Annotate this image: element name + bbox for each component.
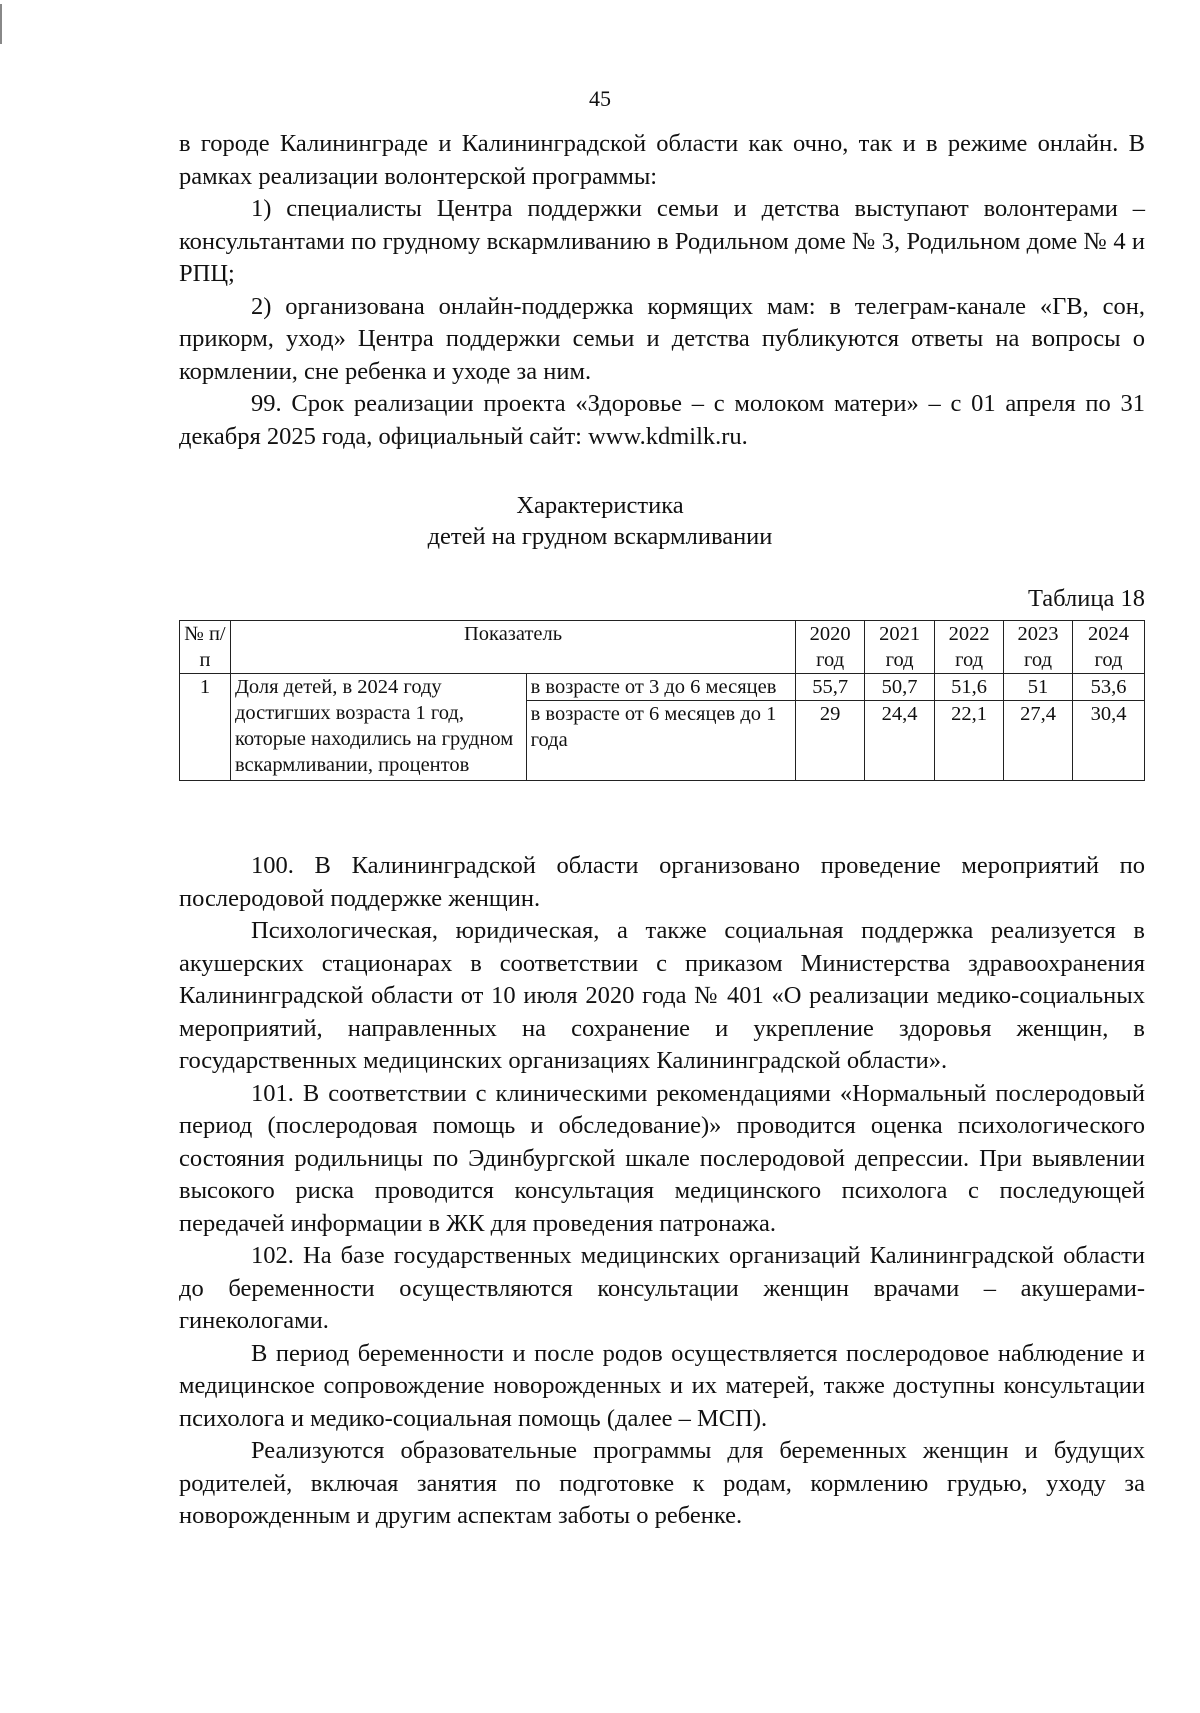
paragraph-programs: Реализуются образовательные программы для беременных женщин и будущих родителей, включая занятия по подготовке к родам, кормлению грудью, уходу за новорожденным и другим аспектам заботы о ребенке. xyxy=(179,1437,1145,1529)
data-table xyxy=(179,620,1145,781)
table-cell: 27,4 xyxy=(1004,701,1073,781)
table-cell: 51 xyxy=(1004,674,1073,701)
paragraph-pregnancy: В период беременности и после родов осуществляется послеродовое наблюдение и медицинское сопровождение новорожденных и их матерей, также доступны консультации психолога и медико-социальная помощь (далее – МСП). xyxy=(179,1339,1145,1432)
paragraph-item-2: 2) организована онлайн-поддержка кормящих мам: в телеграм-канале «ГВ, сон, прикорм, уход» Центра поддержки семьи и детства публикуются ответы на вопросы о кормлении, сне ребенка и уходе за ним. xyxy=(179,292,1145,385)
bottom-text-block xyxy=(179,850,1145,1533)
top-text-block xyxy=(179,128,1145,453)
indicator-cell: Доля детей, в 2024 году достигших возраста 1 год, которые находились на грудном вскармливании, процентов xyxy=(230,674,526,781)
table-header-row xyxy=(180,621,1145,674)
subrow-label: в возрасте от 3 до 6 месяцев xyxy=(526,674,796,701)
header-year: 2020 год xyxy=(796,621,865,674)
scan-edge-mark xyxy=(0,4,6,44)
header-year: 2021 год xyxy=(865,621,935,674)
subrow-label: в возрасте от 6 месяцев до 1 года xyxy=(526,701,796,781)
header-indicator: Показатель xyxy=(230,621,795,674)
table-cell: 30,4 xyxy=(1073,701,1145,781)
page-number: 45 xyxy=(589,86,611,111)
header-year: 2023 год xyxy=(1004,621,1073,674)
table-cell: 51,6 xyxy=(935,674,1004,701)
table-cell: 24,4 xyxy=(865,701,935,781)
table-label: Таблица 18 xyxy=(1027,585,1145,612)
table-cell: 55,7 xyxy=(796,674,865,701)
paragraph-support: Психологическая, юридическая, а также социальная поддержка реализуется в акушерских стационарах в соответствии с приказом Министерства здравоохранения Калининградской области от 10 июля 2020 года № 401 «О реализации медико-социальных мероприятий, направленных на сохранение и укрепление здоровья женщин, в государственных медицинских организациях Калининградской области». xyxy=(179,917,1145,1074)
table-cell: 50,7 xyxy=(865,674,935,701)
header-year: 2024 год xyxy=(1073,621,1145,674)
paragraph-continuation: в городе Калининграде и Калининградской области как очно, так и в режиме онлайн. В рамках реализации волонтерской программы: xyxy=(179,130,1145,190)
paragraph-99: 99. Срок реализации проекта «Здоровье – с молоком матери» – с 01 апреля по 31 декабря 2025 года, официальный сайт: www.kdmilk.ru. xyxy=(179,390,1145,450)
row-number: 1 xyxy=(180,674,231,781)
table-title xyxy=(0,490,1200,552)
paragraph-101: 101. В соответствии с клиническими рекомендациями «Нормальный послеродовый период (послеродовая помощь и обследование)» проводится оценка психологического состояния родильницы по Эдинбургской шкале послеродовой депрессии. При выявлении высокого риска проводится консультация медицинского психолога с последующей передачей информации в ЖК для проведения патронажа. xyxy=(179,1079,1145,1237)
header-year: 2022 год xyxy=(935,621,1004,674)
table-row xyxy=(180,674,1145,701)
header-num: № п/п xyxy=(180,621,231,674)
paragraph-item-1: 1) специалисты Центра поддержки семьи и детства выступают волонтерами – консультантами по грудному вскармливанию в Родильном доме № 3, Родильном доме № 4 и РПЦ; xyxy=(179,195,1145,287)
table-cell: 53,6 xyxy=(1073,674,1145,701)
paragraph-102: 102. На базе государственных медицинских организаций Калининградской области до беременности осуществляются консультации женщин врачами – акушерами-гинекологами. xyxy=(179,1242,1145,1334)
table-cell: 22,1 xyxy=(935,701,1004,781)
table-title-line-1: Характеристика xyxy=(516,492,684,519)
table-cell: 29 xyxy=(796,701,865,781)
paragraph-100: 100. В Калининградской области организовано проведение мероприятий по послеродовой поддержке женщин. xyxy=(179,852,1145,912)
table-title-line-2: детей на грудном вскармливании xyxy=(427,523,773,550)
